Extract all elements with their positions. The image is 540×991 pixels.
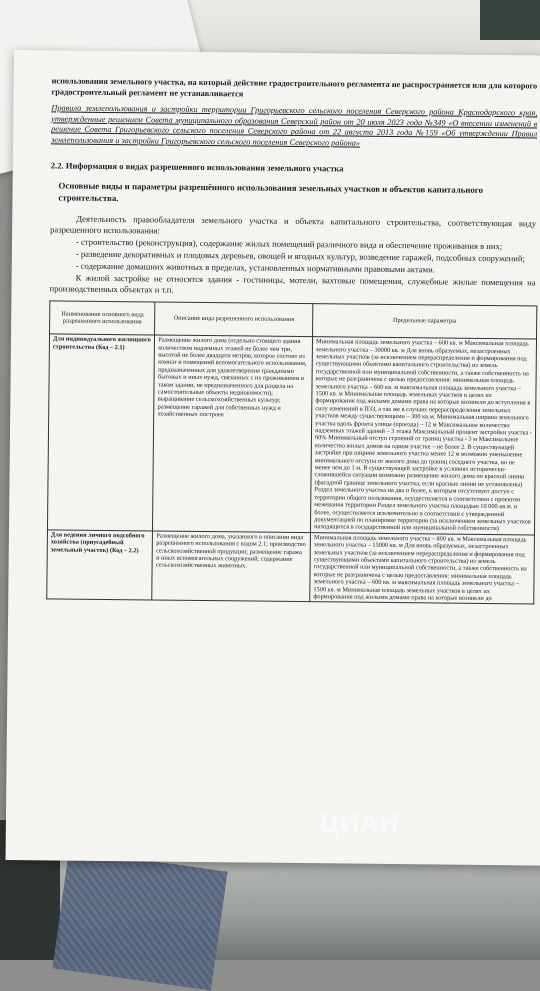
land-use-table	[46, 301, 537, 605]
background-fabric	[52, 849, 227, 990]
table-row	[47, 530, 535, 605]
document-page	[6, 50, 540, 866]
table-header: Предельные параметры	[313, 304, 537, 339]
table-header-row	[50, 301, 537, 339]
paragraph: - разведение декоративных и плодовых деревьев, овощей и ягодных культур, возведение гаражей, подсобных сооружений;	[75, 248, 525, 264]
intro-text: использования земельного участка, на который действие градостроительного регламента не распространяется или для которого градостроительный регламент не устанавливается	[51, 76, 538, 98]
use-type-description: Размещение жилого дома (отдельно стоящего здания количеством надземных этажей не более чем три, высотой не более двадцати метров, которое состоит из комнат и помещений вспомогательного использования, предназначенных для удовлетворения гражданами бытовых и иных нужд, связанных с их проживанием в таком здании, не предназначенного для раздела на самостоятельные объекты недвижимости); выращивание сельскохозяйственных культур; размещение гаражей для собственных нужд и хозяйственных построек	[153, 335, 313, 532]
use-type-name: Для ведения личного подсобного хозяйства (приусадебный земельный участок) (Код – 2.2)	[47, 530, 153, 601]
paragraph: - строительство (реконструкция), содержание жилых помещений различного вида и обеспечение проживания в них;	[75, 236, 503, 252]
section-title: 2.2. Информация о видах разрешенного использования земельного участка	[50, 159, 344, 174]
paragraph: К жилой застройке не относятся здания - гостиницы, мотели, вахтовые помещения, служебные жилые помещения на производственных объектах и т.п.	[49, 272, 536, 295]
watermark-logo: ЦИАН	[320, 808, 400, 838]
paragraph: Деятельность правообладателя земельного участка и объекта капитального строительства, соответствующая виду разрешенного использования:	[50, 213, 537, 236]
watermark-id: ID 3252533	[330, 848, 403, 862]
table-row	[47, 334, 536, 535]
use-type-description: Размещение жилого дома, указанного в описании вида разрешенного использования с кодом 2.1; производство сельскохозяйственной продукции; размещение гаража и иных вспомогательных сооружений; содержание сельскохозяйственных животных.	[152, 531, 310, 602]
table-header: Описание вида разрешенного использования	[155, 302, 313, 337]
use-type-params: Минимальная площадь земельного участка – 600 кв. м Максимальная площадь земельного участка – 30000 кв. м Для вновь образуемых, незастроенных земельных участков (за исключением перераспределения и формирования под существующими объектами капитального строительства) из земель государственной или муниципальной собственности, а также собственность на которые не разграничена с целью предоставления: минимальная площадь земельного участка – 600 кв. м максимальная площадь земельного участка – 1500 кв. м Минимальная площадь земельных участков в целях их формирования под жилыми домами права на которые возникли до вступления в силу изменений в ПЗЗ, а так же в случаях перераспределения земельных участков между существующими – 300 кв.м. Минимальная ширина земельного участка вдоль фронта улицы (проезда) – 12 м Максимальное количество надземных этажей зданий – 3 этажа Максимальный процент застройки участка - 60% Минимальный отступ строений от границ участка - 3 м Максимальное количество жилых домов на одном участке – не более 2. В существующей застройке при ширине земельного участка менее 12 м возможно уменьшение минимального отступа от жилого дома до границ соседнего участка, но не менее чем до 1 м. В существующей застройке в условиях исторически-сложившейся ситуации возможно размещение жилого дома по красной линии (фасадной границе земельного участка, если красные линии не установлены) Раздел земельного участка на два и более, к которым отсутствует доступ с территории общего пользования, осуществляется в соответствии с проектом межевания территории Раздел земельного участка площадью 10 000 кв.м. и более, осуществляется исключительно в соответствии с утвержденной документацией по планировке территории (за исключением земельных участков находящихся в государственной или муниципальной собственности)	[311, 337, 537, 535]
document-content	[46, 76, 537, 604]
use-type-params: Минимальная площадь земельного участка – 800 кв. м Максимальная площадь земельного участка – 15000 кв. м Для вновь образуемых, незастроенных земельных участков (за исключением перераспределения и формирования под существующими объектами капитального строительства) из земель государственной или муниципальной собственности, а также собственность на которые не разграничена с целью предоставления: минимальная площадь земельного участка – 600 кв. м максимальная площадь земельного участка – 1500 кв. м Минимальная площадь земельных участков в целях их формирования под жилыми домами права на которые возникли до	[310, 532, 535, 604]
table-header: Наименование основного вида разрешенного использования	[50, 301, 156, 335]
background-corner	[480, 0, 540, 40]
reference-text: Правила землепользования и застройки территории Григорьевского сельского поселения Северского района Краснодарского края, утвержденные решением Совета муниципального образования Северский район от 20 июля 2023 года №349 «О внесении изменений в решение Совета Григорьевского сельского поселения Северского района от 22 августа 2013 года №159 «Об утверждении Правил землепользования и застройки Григорьевского сельского поселения Северского района»	[51, 103, 538, 148]
paragraph: - содержание домашних животных в пределах, установленных нормативными правовыми актами.	[75, 260, 435, 275]
use-type-name: Для индивидуального жилищного строительства (Код – 2.1)	[47, 334, 154, 531]
subsection-title: Основные виды и параметры разрешённого использования земельных участков и объектов капитального строительства.	[58, 180, 484, 203]
